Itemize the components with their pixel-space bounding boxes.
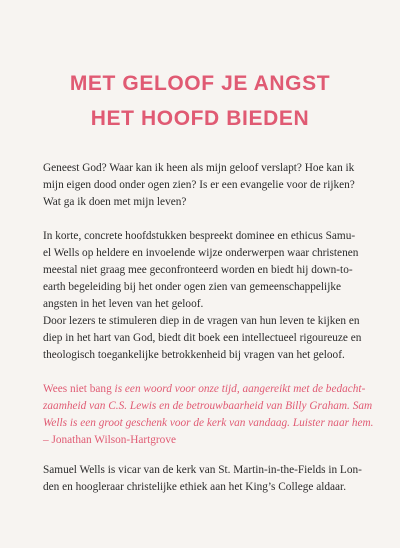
quote-line xyxy=(43,381,367,398)
description-paragraph xyxy=(43,228,367,364)
description-line: meestal niet graag mee geconfronteerd worden en biedt hij down-to- xyxy=(43,264,353,276)
description-line: angsten in het leven van het geloof. xyxy=(43,298,204,310)
description-line: In korte, concrete hoofdstukken bespreekt dominee en ethicus Samu- xyxy=(43,230,356,242)
back-cover-text xyxy=(43,160,374,466)
intro-line: Geneest God? Waar kan ik heen als mijn geloof verslapt? Hoe kan ik xyxy=(43,162,355,174)
quoted-book-title: Wees niet bang xyxy=(43,383,112,395)
description-line: theologisch toegankelijke betrokkenheid bij vragen van het geloof. xyxy=(43,349,345,361)
quote-attribution: – Jonathan Wilson-Hartgrove xyxy=(43,434,176,446)
endorsement-quote xyxy=(43,381,374,449)
quote-line: zaamheid van C.S. Lewis en de betrouwbaarheid van Billy Graham. Sam xyxy=(43,400,373,412)
bio-line: den en hoogleraar christelijke ethiek aan het King’s College aldaar. xyxy=(43,481,347,493)
author-bio xyxy=(43,462,367,496)
quote-line: Wells is een groot geschenk voor de kerk van vandaag. Luister naar hem. xyxy=(43,417,374,429)
book-title xyxy=(0,66,400,136)
description-line: el Wells op heldere en invoelende wijze onderwerpen waar christenen xyxy=(43,247,359,259)
quote-text: is een woord voor onze tijd, aangereikt met de bedacht- xyxy=(111,383,366,395)
description-line: diep in het hart van God, biedt dit boek een intellectueel rigoureuze en xyxy=(43,332,362,344)
intro-line: Wat ga ik doen met mijn leven? xyxy=(43,196,187,208)
title-line-1: MET GELOOF JE ANGST xyxy=(69,72,331,95)
title-line-2: HET HOOFD BIEDEN xyxy=(90,107,310,130)
description-line: Door lezers te stimuleren diep in de vragen van hun leven te kijken en xyxy=(43,315,360,327)
bio-line: Samuel Wells is vicar van de kerk van St. Martin-in-the-Fields in Lon- xyxy=(43,464,362,476)
intro-line: mijn eigen dood onder ogen zien? Is er een evangelie voor de rijken? xyxy=(43,179,355,191)
intro-paragraph xyxy=(43,160,367,211)
description-line: earth begeleiding bij het onder ogen zien van gemeenschappelijke xyxy=(43,281,341,293)
